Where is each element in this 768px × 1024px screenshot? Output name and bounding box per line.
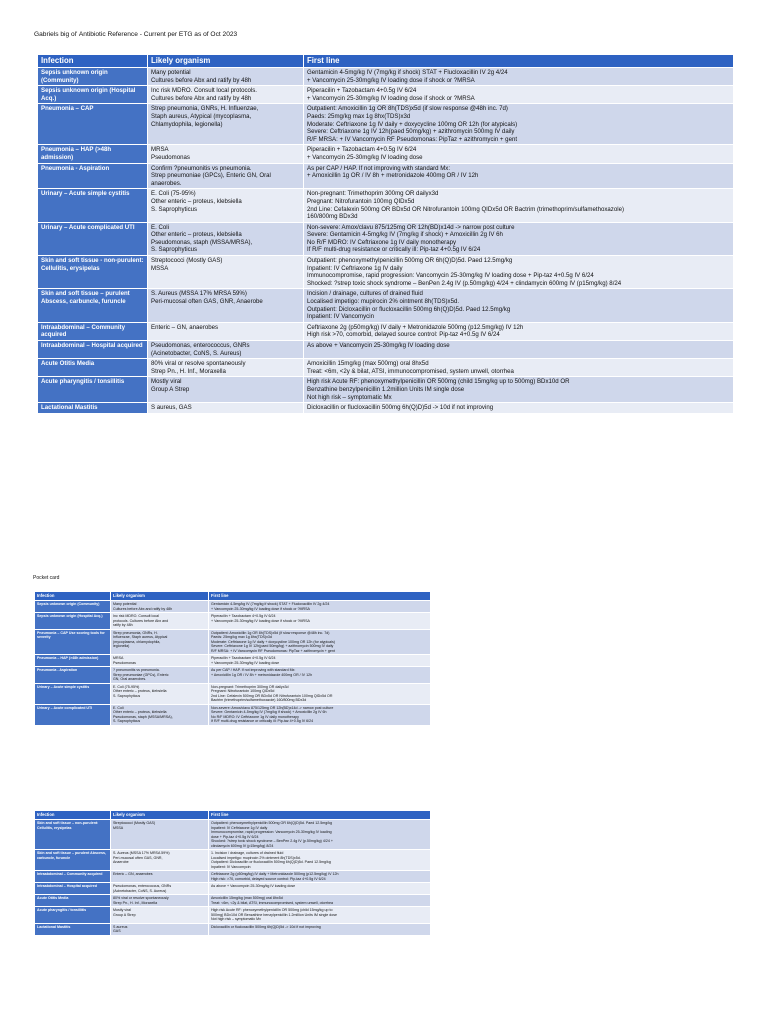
table-row [35, 704, 431, 725]
infection-cell: Acute pharyngitis / tonsillitis [38, 377, 148, 403]
treatment-line: No R/F MDRO: IV Ceftriaxone 1g IV daily monotherapy [211, 714, 299, 719]
first-line-cell [304, 222, 734, 255]
organism-line: Influenzae, Staph aureus, Atypical [113, 635, 168, 639]
infection-cell: Skin and soft tissue – purulent Abscess, carbuncle, furuncle [35, 850, 111, 871]
organism-line: (mycoplasma, chlamydophila, [113, 639, 161, 644]
organism-cell [111, 601, 209, 613]
first-line-cell [304, 68, 734, 86]
organism-cell [148, 341, 304, 359]
organism-line: MRSA [113, 656, 124, 660]
header-likely-organism: Likely organism [111, 592, 209, 601]
organism-line: ? pneumonitis vs pneumonia. [113, 668, 160, 672]
organism-line: S aureus, GAS [151, 404, 192, 412]
treatment-line: dose + Pip-taz 4+0.5g IV 6/24 [211, 834, 259, 839]
main-table-body [38, 68, 734, 414]
treatment-line: Amoxicillin 15mg/kg (max 500mg) oral 8hx5d [307, 360, 429, 368]
treatment-line: + Amoxicillin 1g OR / IV 8h + metronidazole 400mg OR / IV 12h [211, 672, 313, 677]
treatment-line: Outpatient: Amoxicillin 1g OR 8h(TDS)x5d (if slow response @48h inc. 7d) [211, 630, 330, 635]
infection-cell: Urinary – Acute simple cystitis [38, 189, 148, 222]
table-row [38, 104, 734, 145]
infection-cell: Acute pharyngitis / tonsillitis [35, 907, 111, 924]
pocket-card-table-2 [34, 810, 431, 936]
first-line-cell [209, 629, 431, 655]
first-line-cell [209, 667, 431, 684]
organism-line: Cultures before Abx and ratify by 48h [151, 94, 252, 102]
treatment-line: Moderate: Ceftriaxone 1g IV daily + doxycycline 100mg OR 12h (for atypicals) [307, 120, 518, 128]
infection-cell: Intraabdominal – Hospital acquired [38, 341, 148, 359]
infection-cell: Pneumonia – CAP [38, 104, 148, 145]
table-row [38, 403, 734, 414]
table-row [38, 341, 734, 359]
treatment-line: No R/F MDRO: IV Ceftriaxone 1g IV daily monotherapy [307, 238, 457, 246]
organism-line: Peri-mucosal often GAS, GNR, [113, 855, 163, 860]
organism-cell [148, 256, 304, 289]
table-row [35, 883, 431, 895]
treatment-line: Non-pregnant: Trimethoprim 300mg OR dailyx3d [211, 684, 289, 689]
organism-cell [111, 883, 209, 895]
pocket-table-1-body [35, 601, 431, 726]
treatment-line: 160/800mg BDx3d [307, 213, 358, 221]
organism-cell [111, 629, 209, 655]
first-line-cell [209, 601, 431, 613]
organism-line: Mostly viral [151, 378, 182, 386]
treatment-line: Gentamicin 4-5mg/kg IV (7mg/kg if shock) STAT + Flucloxacillin IV 2g 4/24 [307, 69, 508, 76]
treatment-line: 2nd Line: Cefalexin 500mg OR BDx5d OR Nitrofurantoin 100mg QIDx5d OR [211, 693, 333, 698]
table-row [38, 145, 734, 163]
document-title: Gabriels big ol' Antibiotic Reference - Current per ETG as of Oct 2023 [34, 31, 238, 38]
treatment-line: R/F MRSA: + IV Vancomycin RF Pseudomonas: PipTaz + azithromycin + gent [307, 135, 518, 143]
treatment-line: Inpatient: IV Ceftriaxone 1g IV daily [211, 825, 268, 830]
organism-line: Other enteric – proteus, klebsiella [113, 689, 167, 693]
infection-cell: Urinary – Acute complicated UTI [35, 704, 111, 725]
organism-line: Pseudomonas, enterococcus, GNRs [113, 884, 172, 888]
pocket-card-table-1 [34, 591, 431, 726]
organism-cell [148, 189, 304, 222]
organism-line: anaerobes. [151, 179, 182, 187]
table-row [38, 256, 734, 289]
organism-cell [148, 145, 304, 163]
treatment-line: As above + Vancomycin 25-30mg/kg IV loading dose [211, 884, 296, 888]
organism-line: MRSA [151, 146, 169, 154]
organism-line: Inc risk MDRO. Consult local [113, 614, 159, 618]
header-first-line: First line [304, 55, 734, 68]
treatment-line: Not high risk – symptomatic Mx [307, 393, 392, 401]
treatment-line: Moderate: Ceftriaxone 1g IV daily + doxycycline 100mg OR 12h (for atypicals) [211, 639, 335, 644]
table-row [35, 820, 431, 850]
table-row [35, 907, 431, 924]
table-row [38, 68, 734, 86]
treatment-line: Dicloxacillin or flucloxacillin 500mg 6h(Q)D)5d -> 10d if not improving [211, 924, 321, 929]
organism-line: Strep pneumonia, GNRs, H. Influenzae, [151, 105, 259, 113]
organism-line: Group A Strep [151, 385, 190, 393]
first-line-cell [209, 895, 431, 907]
infection-cell: Urinary – Acute complicated UTI [38, 222, 148, 255]
treatment-line: 1. Incision / drainage, cultures of drained fluid [211, 851, 284, 855]
organism-line: Staph aureus, Atypical (mycoplasma, [151, 112, 252, 120]
first-line-cell [209, 820, 431, 850]
first-line-cell [209, 704, 431, 725]
organism-line: E. Coli (75-95%) [151, 190, 196, 198]
infection-cell: Sepsis unknown origin (Hospital Acq.) [35, 613, 111, 630]
infection-cell: Sepsis unknown origin (Community) [38, 68, 148, 86]
treatment-line: Immunocompromise, rapid progression: Vancomycin 25-30mg/kg IV loading [211, 830, 332, 834]
treatment-line: Non-severe: Amox/clavu 875/125mg OR 12h(BD)x14d -> narrow post culture [307, 223, 515, 231]
treatment-line: Outpatient: Dicloxacillin or flucloxacillin 500mg 6h(Q)D)5d. Paed 12.5mg/kg [211, 860, 331, 864]
organism-line: S. Saprophyticus [151, 205, 198, 213]
first-line-cell [304, 189, 734, 222]
organism-cell [148, 289, 304, 322]
first-line-cell [304, 104, 734, 145]
infection-cell: Intraabdominal – Community acquired [38, 322, 148, 340]
organism-line: S. Saprophyticus [113, 719, 141, 723]
table-row [38, 322, 734, 340]
treatment-line: Treat: <6m, <2y & bilat, ATSI, immunocompromised, system unwell, otorrhea [211, 900, 334, 905]
treatment-line: + Vancomycin 25-30mg/kg IV loading dose if shock or ?MRSA [307, 94, 475, 102]
treatment-line: 2nd Line: Cefalexin 500mg OR BDx5d OR Nitrofurantoin 100mg QIDx5d OR Bactrim (trimethoprim/sulfamethoxazole) [307, 205, 625, 213]
treatment-line: Piperacilin + Tazobactam 4+0.5g IV 6/24 [307, 87, 417, 95]
organism-line: S. Saprophyticus [151, 246, 198, 254]
treatment-line: As per CAP / HAP. If not improving with standard Mx: [307, 164, 451, 172]
first-line-cell [304, 86, 734, 104]
treatment-line: As per CAP / HAP. If not improving with standard Mx: [211, 668, 296, 672]
organism-line: Group A Strep [113, 912, 136, 917]
organism-cell [148, 359, 304, 377]
organism-line: MSSA [151, 264, 169, 272]
organism-cell [148, 86, 304, 104]
table-row [38, 163, 734, 189]
organism-cell [111, 704, 209, 725]
organism-line: ratify by 48h [113, 623, 133, 627]
treatment-line: Shocked: ?strep toxic shock syndrome – BenPen 2.4g IV (p.50mg/kg) 4/24 + [211, 839, 333, 843]
treatment-line: Pregnant: Nitrofurantoin 100mg QIDx5d [211, 689, 275, 693]
organism-line: Streptococci (Mostly GAS) [113, 821, 156, 825]
infection-cell: Acute Otitis Media [38, 359, 148, 377]
organism-line: legionella) [113, 644, 130, 648]
treatment-line: Shocked: ?strep toxic shock syndrome – BenPen 2.4g IV (p.50mg/kg) 4/24 + clindamycin 600mg IV (p15mg/kg) 8/24 [307, 279, 622, 287]
first-line-cell [304, 359, 734, 377]
treatment-line: High risk >70, comorbid, delayed source control: Pip-taz 4+0.5g IV 6/24 [307, 331, 500, 339]
treatment-line: Treat: <6m, <2y & bilat, ATSI, immunocompromised, system unwell, otorrhea [307, 367, 514, 375]
organism-cell [111, 683, 209, 704]
header-infection: Infection [35, 811, 111, 820]
infection-cell: Lactational Mastitis [38, 403, 148, 414]
infection-cell: Intraabdominal – Community acquired [35, 871, 111, 883]
table-header-row [35, 811, 431, 820]
treatment-line: Outpatient: Amoxicillin 1g OR 8h(TDS)x5d (if slow response @48h inc. 7d) [307, 105, 508, 113]
treatment-line: Not high risk – symptomatic Mx [211, 917, 261, 921]
first-line-cell [209, 883, 431, 895]
treatment-line: clindamycin 600mg IV (p15mg/kg) 8/24 [211, 843, 274, 848]
first-line-cell [304, 322, 734, 340]
first-line-cell [209, 655, 431, 667]
table-row [38, 189, 734, 222]
treatment-line: Pregnant: Nitrofurantoin 100mg QIDx5d [307, 197, 415, 205]
treatment-line: Localised impetigo: mupirocin 2% ointment 8h(TDS)x5d. [307, 298, 460, 306]
organism-line: Pseudomonas [113, 660, 136, 665]
first-line-cell [209, 683, 431, 704]
organism-line: GAS [113, 929, 121, 933]
treatment-line: Non-severe: Amox/clavu 875/125mg OR 12h(BD)x14d -> narrow post culture [211, 705, 334, 710]
organism-cell [148, 163, 304, 189]
treatment-line: Localised impetigo: mupirocin 2% ointment 8h(TDS)x5d. [211, 855, 301, 860]
table-row [35, 850, 431, 871]
organism-cell [148, 377, 304, 403]
first-line-cell [209, 923, 431, 935]
table-row [38, 289, 734, 322]
header-likely-organism: Likely organism [111, 811, 209, 820]
organism-line: Pseudomonas, staph (MSSA/MRSA), [151, 238, 253, 246]
organism-line: Other enteric – proteus, klebsiella [151, 231, 242, 239]
organism-line: Strep pneumoniae (GPCs), Enteric [113, 672, 169, 677]
pocket-card-label: Pocket card [33, 575, 60, 581]
treatment-line: Bactrim (trimethoprim/sulfamethoxazole) 160/800mg BDx3d [211, 698, 307, 702]
first-line-cell [209, 613, 431, 630]
treatment-line: High risk: >70, comorbid, delayed source control: Pip-taz 4+0.5g IV 6/24 [211, 876, 326, 881]
treatment-line: Incision / drainage, cultures of drained fluid [307, 290, 423, 298]
organism-line: S. Aureus (MSSA 17% MRSA 59%) [151, 290, 247, 298]
treatment-line: As above + Vancomycin 25-30mg/kg IV loading dose [307, 342, 450, 349]
first-line-cell [304, 377, 734, 403]
organism-line: E. Coli (75-95%) [113, 684, 140, 689]
antibiotic-reference-table [37, 54, 734, 414]
table-row [35, 613, 431, 630]
organism-line: (Acinetobacter, CoNS, S. Aureus) [113, 888, 167, 893]
treatment-line: Amoxicillin 15mg/kg (max 500mg) oral 8hx5d [211, 896, 283, 900]
organism-line: Strep pneumoniae (GPCs), Enteric GN, Oral [151, 172, 271, 180]
organism-line: Strep Pn., H. Inf., Moraxella [151, 367, 226, 375]
organism-line: S. Saprophyticus [113, 693, 141, 698]
organism-line: Streptococci (Mostly GAS) [151, 257, 223, 265]
treatment-line: Paeds: 25mg/kg max 1g 8hx(TDS)x3d [307, 112, 411, 120]
table-row [35, 601, 431, 613]
organism-cell [111, 820, 209, 850]
organism-line: Enteric – GN, anaerobes [113, 872, 153, 876]
organism-cell [148, 222, 304, 255]
organism-line: 80% viral or resolve spontaneously [113, 896, 169, 900]
treatment-line: High risk Acute RF: phenoxymethylpenicillin OR 500mg (child 15mg/kg up to [211, 908, 333, 912]
infection-cell: Pneumonia – CAP Use scoring tools for severity [35, 629, 111, 655]
treatment-line: If R/F multi-drug resistance or critically ill: Pip-taz 4+0.5g IV 6/24 [211, 719, 314, 723]
organism-line: Peri-mucosal often GAS, GNR, Anaerobe [151, 298, 263, 306]
treatment-line: Inpatient: IV Vancomycin [211, 864, 251, 869]
first-line-cell [304, 163, 734, 189]
table-row [35, 895, 431, 907]
treatment-line: Severe: Gentamicin 4-5mg/kg IV (7mg/kg if shock) + Amoxicillin 2g IV 6h [211, 710, 327, 714]
treatment-line: Non-pregnant: Trimethoprim 300mg OR dailyx3d [307, 190, 439, 198]
table-row [35, 923, 431, 935]
organism-line: Mostly viral [113, 908, 131, 912]
organism-cell [111, 907, 209, 924]
infection-cell: Sepsis unknown origin (Hospital Acq.) [38, 86, 148, 104]
table-row [35, 629, 431, 655]
first-line-cell [304, 256, 734, 289]
treatment-line: Piperacilin + Tazobactam 4+0.5g IV 6/24 [307, 146, 417, 154]
infection-cell: Pneumonia - Aspiration [38, 163, 148, 189]
infection-cell: Lactational Mastitis [35, 923, 111, 935]
treatment-line: Benzathine benzylpenicillin 1.2million Units IM single dose [307, 385, 465, 393]
first-line-cell [304, 289, 734, 322]
treatment-line: + Vancomycin 25-30mg/kg IV loading dose if shock or ?MRSA [307, 76, 475, 84]
organism-line: E. Coli [151, 223, 169, 231]
infection-cell: Pneumonia – HAP (>48h admission) [35, 655, 111, 667]
organism-line: Many potential [151, 69, 191, 76]
organism-line: Pseudomonas, staph (MSSA/MRSA), [113, 714, 173, 719]
organism-line: 80% viral or resolve spontaneously [151, 360, 246, 368]
organism-cell [148, 403, 304, 414]
organism-line: (Acinetobacter, CoNS, S. Aureus) [151, 349, 242, 357]
treatment-line: Severe: Ceftriaxone 1g IV 12h(paed 50mg/kg) + azithromycin 500mg IV daily [211, 644, 334, 648]
organism-cell [111, 655, 209, 667]
organism-line: Chlamydophila, legionella) [151, 120, 223, 128]
header-first-line: First line [209, 811, 431, 820]
infection-cell: Pneumonia – HAP (>48h admission) [38, 145, 148, 163]
treatment-line: + Vancomycin 25-30mg/kg IV loading dose [211, 660, 280, 665]
organism-line: S aureus [113, 924, 128, 929]
organism-cell [111, 667, 209, 684]
pocket-table-2-body [35, 820, 431, 936]
header-infection: Infection [35, 592, 111, 601]
infection-cell: Skin and soft tissue – purulent Abscess, carbuncle, furuncle [38, 289, 148, 322]
table-row [35, 655, 431, 667]
header-infection: Infection [38, 55, 148, 68]
table-row [38, 377, 734, 403]
treatment-line: Ceftriaxone 2g (p50mg/kg) IV daily + Metronidazole 500mg (p12.5mg/kg) IV 12h [211, 872, 339, 876]
organism-cell [148, 322, 304, 340]
infection-cell: Sepsis unknown origin (Community) [35, 601, 111, 613]
organism-cell [111, 923, 209, 935]
organism-line: Many potential [113, 602, 137, 606]
first-line-cell [209, 871, 431, 883]
organism-cell [111, 895, 209, 907]
treatment-line: If R/F multi-drug resistance or critically ill: Pip-taz 4+0.5g IV 6/24 [307, 246, 481, 254]
treatment-line: R/F MRSA: + IV Vancomycin RF Pseudomonas: PipTaz + azithromycin + gent [211, 648, 335, 653]
infection-cell: Acute Otitis Media [35, 895, 111, 907]
treatment-line: Inpatient: IV Vancomycin [307, 313, 374, 321]
treatment-line: Paeds: 25mg/kg max 1g 8hx(TDS)x3d [211, 635, 272, 639]
table-row [35, 667, 431, 684]
treatment-line: Severe: Ceftriaxone 1g IV 12h(paed 50mg/kg) + azithromycin 500mg IV daily [307, 128, 515, 136]
treatment-line: Gentamicin 4-5mg/kg IV (7mg/kg if shock) STAT + Flucloxacillin IV 2g 4/24 [211, 602, 330, 606]
infection-cell: Skin and soft tissue – non-purulent: Cellulitis, erysipelas [35, 820, 111, 850]
organism-line: Other enteric – proteus, klebsiella [151, 197, 242, 205]
treatment-line: Piperacilin + Tazobactam 4+0.5g IV 6/24 [211, 656, 276, 660]
table-header-row [35, 592, 431, 601]
organism-line: Strep pneumonia, GNRs, H. [113, 630, 158, 635]
treatment-line: Ceftriaxone 2g (p50mg/kg) IV daily + Metronidazole 500mg (p12.5mg/kg) IV 12h [307, 323, 524, 331]
treatment-line: Inpatient: IV Ceftriaxone 1g IV daily [307, 264, 403, 272]
treatment-line: Piperacilin + Tazobactam 4+0.5g IV 6/24 [211, 614, 276, 618]
first-line-cell [304, 341, 734, 359]
table-row [38, 86, 734, 104]
treatment-line: + Vancomycin 25-30mg/kg IV loading dose if shock or ?MRSA [211, 606, 310, 611]
organism-line: Inc risk MDRO. Consult local protocols. [151, 87, 257, 95]
treatment-line: + Amoxicillin 1g OR / IV 8h + metronidazole 400mg OR / IV 12h [307, 172, 479, 180]
organism-cell [111, 613, 209, 630]
organism-line: MSSA [113, 825, 124, 830]
table-row [35, 871, 431, 883]
table-row [38, 222, 734, 255]
header-first-line: First line [209, 592, 431, 601]
infection-cell: Skin and soft tissue - non-purulent: Cellulitis, erysipelas [38, 256, 148, 289]
organism-line: S. Aureus (MSSA 17% MRSA 59%) [113, 851, 170, 855]
organism-line: Cultures before Abx and ratify by 48h [113, 606, 173, 611]
treatment-line: Dicloxacillin or flucloxacillin 500mg 6h(Q)D)5d -> 10d if not improving [307, 404, 494, 412]
first-line-cell [304, 145, 734, 163]
infection-cell: Urinary – Acute simple cystitis [35, 683, 111, 704]
organism-line: E. Coli [113, 705, 124, 710]
first-line-cell [209, 907, 431, 924]
infection-cell: Intraabdominal – Hospital acquired [35, 883, 111, 895]
organism-line: Pseudomonas [151, 153, 190, 161]
organism-cell [148, 68, 304, 86]
organism-line: Strep Pn., H. Inf., Moraxella [113, 900, 158, 905]
organism-cell [111, 871, 209, 883]
table-row [35, 683, 431, 704]
treatment-line: High risk Acute RF: phenoxymethylpenicillin OR 500mg (child 15mg/kg up to 500mg) BDx10d OR [307, 378, 570, 386]
organism-line: Confirm ?pneumonitis vs pneumonia. [151, 164, 252, 172]
header-likely-organism: Likely organism [148, 55, 304, 68]
treatment-line: Outpatient: Dicloxacillin or flucloxacillin 500mg 6h(Q)D)5d. Paed 12.5mg/kg [307, 305, 511, 313]
treatment-line: Outpatient: phenoxymethylpenicillin 500mg OR 6h(Q)D)5d. Paed 12.5mg/kg [307, 257, 513, 265]
first-line-cell [209, 850, 431, 871]
organism-cell [148, 104, 304, 145]
organism-line: Other enteric – proteus, klebsiella [113, 710, 167, 714]
treatment-line: Severe: Gentamicin 4-5mg/kg IV (7mg/kg if shock) + Amoxicillin 2g IV 6h [307, 231, 503, 239]
table-row [38, 359, 734, 377]
organism-line: Cultures before Abx and ratify by 48h [151, 76, 252, 84]
treatment-line: Outpatient: phenoxymethylpenicillin 500mg OR 6h(Q)D)5d. Paed 12.5mg/kg [211, 821, 333, 825]
organism-line: Enteric – GN, anaerobes [151, 323, 219, 331]
table-header-row [38, 55, 734, 68]
treatment-line: + Vancomycin 25-30mg/kg IV loading dose [307, 153, 423, 161]
organism-cell [111, 850, 209, 871]
organism-line: Pseudomonas, enterococcus, GNRs [151, 342, 250, 349]
organism-line: protocols. Cultures before Abx and [113, 618, 169, 623]
treatment-line: 500mg) BDx10d OR Benzathine benzylpenicillin 1.2million Units IM single dose [211, 912, 338, 917]
organism-line: GN, Oral anaerobes. [113, 677, 147, 681]
treatment-line: + Vancomycin 25-30mg/kg IV loading dose if shock or ?MRSA [211, 618, 310, 623]
treatment-line: Immunocompromise, rapid progression: Vancomycin 25-30mg/kg IV loading dose + Pip-taz 4+0.5g IV 6/24 [307, 272, 594, 280]
organism-line: Anaerobe [113, 860, 129, 864]
infection-cell: Pneumonia - Aspiration [35, 667, 111, 684]
first-line-cell [304, 403, 734, 414]
